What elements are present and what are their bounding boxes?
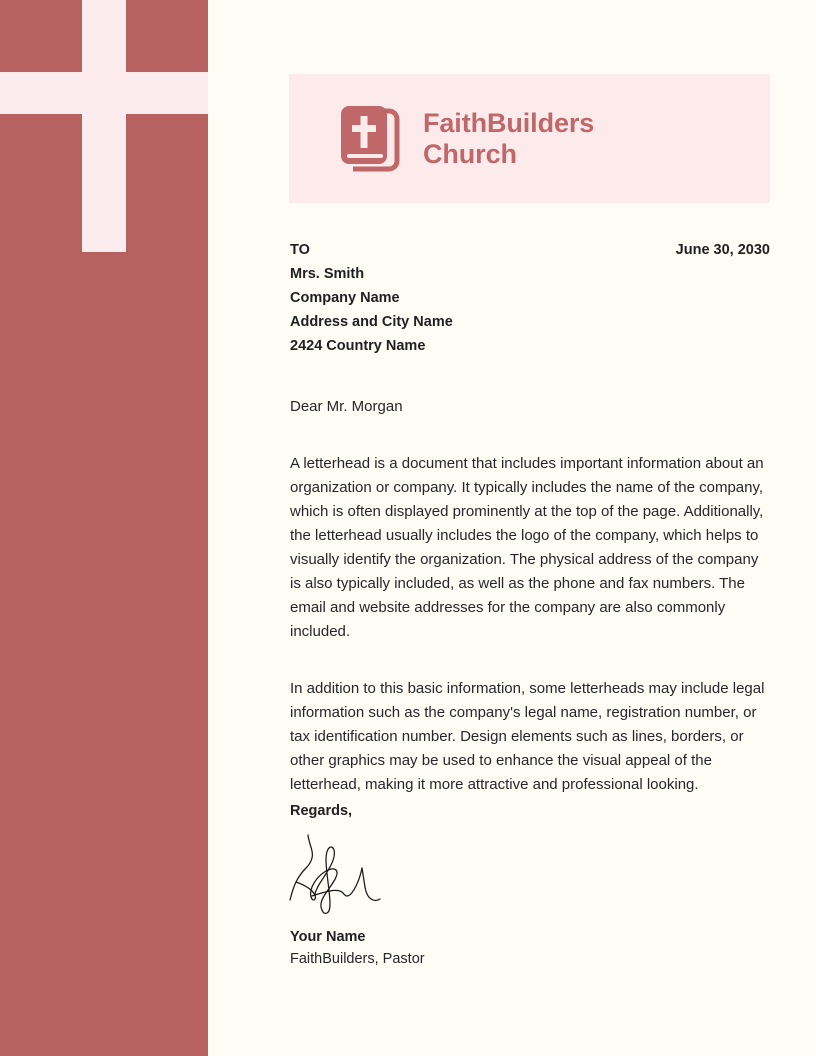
- to-label: TO: [290, 242, 310, 258]
- closing-salutation: Regards,: [290, 803, 353, 819]
- body-paragraph-2: In addition to this basic information, some letterheads may include legal information such as the company's legal name, registration number, or tax identification number. Design elements such as lines, borders, or other graphics may be used to enhance the visual appeal of the letterhead, making it more attractive and professional looking.: [290, 680, 765, 793]
- brand-title: [423, 108, 594, 169]
- letter-page: [289, 0, 770, 1056]
- recipient-address: Address and City Name: [290, 314, 453, 331]
- signer-name: Your Name: [290, 929, 366, 945]
- recipient-company: Company Name: [290, 290, 400, 307]
- cross-icon-vertical-bar: [82, 0, 126, 252]
- signer-role: FaithBuilders, Pastor: [290, 951, 425, 967]
- letter-date: June 30, 2030: [675, 242, 770, 258]
- bible-icon: [339, 104, 401, 174]
- brand-title-line-2: Church: [423, 138, 517, 169]
- decorative-sidebar: [0, 0, 208, 1056]
- letter-body: [290, 395, 766, 797]
- recipient-address-block: [290, 238, 453, 358]
- letter-meta-row: [290, 238, 770, 358]
- salutation: Dear Mr. Morgan: [290, 398, 403, 415]
- letterhead-header: [289, 74, 770, 203]
- letter-closing: [290, 803, 690, 967]
- brand-title-line-1: FaithBuilders: [423, 108, 595, 138]
- recipient-country: 2424 Country Name: [290, 338, 426, 355]
- handwritten-signature: [288, 828, 398, 916]
- recipient-name: Mrs. Smith: [290, 266, 365, 283]
- body-paragraph-1: A letterhead is a document that includes important information about an organization or company. It typically includes the name of the company, which is often displayed prominently at the top of the page. Additionally, the letterhead usually includes the logo of the company, which helps to visually identify the organization. The physical address of the company is also typically included, as well as the phone and fax numbers. The email and website addresses for the company are also commonly included.: [290, 455, 764, 640]
